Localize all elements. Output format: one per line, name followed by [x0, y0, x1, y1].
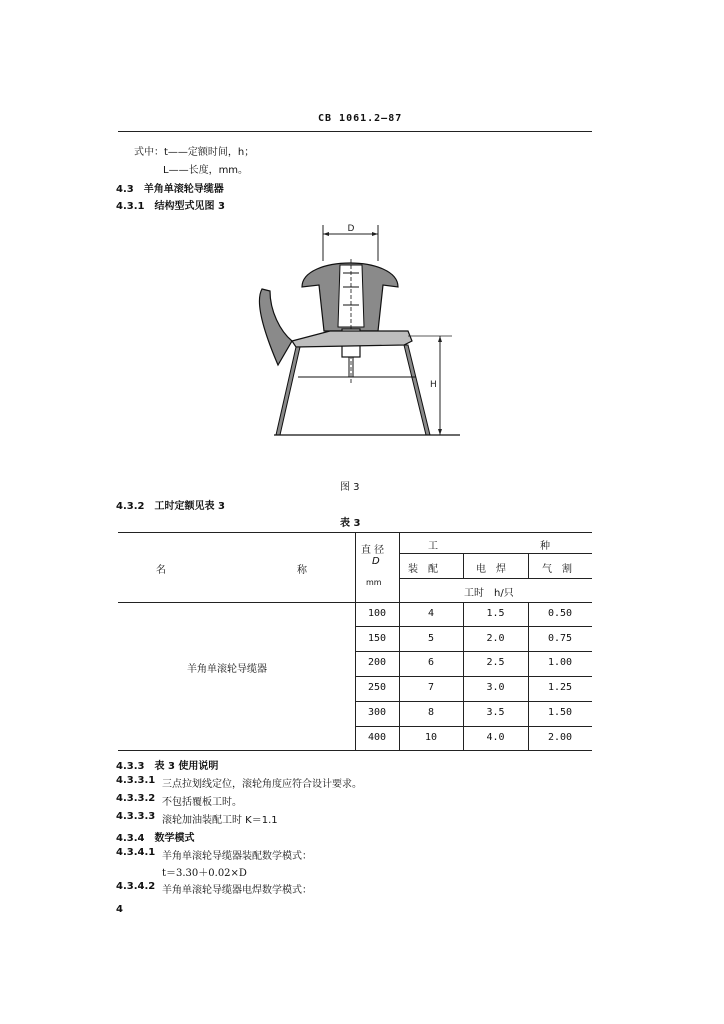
clause-4-3-3-2-number: 4.3.3.2: [116, 793, 156, 804]
cell-welding: 3.0: [486, 682, 505, 693]
clause-4-3-4-1-number: 4.3.4.1: [116, 847, 156, 858]
section-4-3: 4.3 羊角单滚轮导缆器: [116, 184, 224, 195]
table-title: 表 3: [340, 518, 361, 529]
cell-welding: 1.5: [486, 608, 505, 619]
section-4-3-1: 4.3.1 结构型式见图 3: [116, 201, 225, 212]
cell-diameter: 150: [367, 633, 387, 644]
cell-gas-cutting: 1.50: [547, 707, 573, 718]
table-col-rule: [463, 602, 464, 750]
header-diameter-symbol: D: [372, 556, 380, 567]
header-name-right: 称: [297, 565, 307, 576]
figure-3-fairlead-drawing: [240, 215, 480, 475]
cell-welding: 2.5: [486, 657, 505, 668]
cell-assembly: 4: [427, 608, 435, 619]
clause-4-3-3-2-text: 不包括覆板工时。: [162, 797, 242, 808]
formula-note-line2: L——长度，mm。: [163, 165, 249, 176]
cell-gas-cutting: 1.25: [547, 682, 573, 693]
row-product-name: 羊角单滚轮导缆器: [187, 664, 267, 675]
clause-4-3-3-1-text: 三点拉划线定位，滚轮角度应符合设计要求。: [162, 779, 362, 790]
section-4-3-3: 4.3.3 表 3 使用说明: [116, 761, 219, 772]
cell-diameter: 250: [367, 682, 387, 693]
table-row-rule: [355, 626, 592, 627]
header-work-type-left: 工: [428, 541, 438, 552]
header-name-left: 名: [156, 565, 166, 576]
table-col-rule: [528, 553, 529, 578]
cell-assembly: 7: [427, 682, 435, 693]
table-row-rule: [355, 651, 592, 652]
cell-welding: 2.0: [486, 633, 505, 644]
cell-gas-cutting: 0.50: [547, 608, 573, 619]
table-row-rule: [355, 701, 592, 702]
cell-welding: 4.0: [486, 732, 505, 743]
clause-4-3-3-3-text: 滚轮加油装配工时 K＝1.1: [162, 815, 278, 826]
clause-4-3-4-1-text: 羊角单滚轮导缆器装配数学模式：: [162, 851, 312, 862]
cell-diameter: 300: [367, 707, 387, 718]
cell-diameter: 100: [367, 608, 387, 619]
table-row-rule: [355, 726, 592, 727]
cell-gas-cutting: 1.00: [547, 657, 573, 668]
section-4-3-2: 4.3.2 工时定额见表 3: [116, 501, 225, 512]
table-bottom-rule: [118, 750, 592, 751]
assembly-formula: t＝3.30＋0.02×D: [162, 868, 247, 879]
table-rule-sub: [399, 578, 592, 579]
clause-4-3-4-2-text: 羊角单滚轮导缆器电焊数学模式：: [162, 885, 312, 896]
section-4-3-4: 4.3.4 数学模式: [116, 833, 195, 844]
page-number: 4: [116, 904, 123, 915]
table-col-rule: [528, 602, 529, 750]
cell-gas-cutting: 0.75: [547, 633, 573, 644]
cell-assembly: 10: [424, 732, 438, 743]
cell-assembly: 8: [427, 707, 435, 718]
standard-number: CB 1061.2—87: [318, 113, 403, 124]
cell-gas-cutting: 2.00: [547, 732, 573, 743]
table-rule-work: [399, 553, 592, 554]
table-col-rule: [463, 553, 464, 578]
figure-caption: 图 3: [340, 482, 360, 493]
clause-4-3-3-3-number: 4.3.3.3: [116, 811, 156, 822]
header-gas-cutting: 气 割: [542, 564, 572, 575]
header-diameter-label: 直 径: [361, 545, 385, 556]
header-welding: 电 焊: [476, 564, 506, 575]
cell-assembly: 6: [427, 657, 435, 668]
clause-4-3-3-1-number: 4.3.3.1: [116, 775, 156, 786]
cell-diameter: 400: [367, 732, 387, 743]
formula-note-line1: 式中：t——定额时间，h；: [134, 147, 255, 158]
dimension-h-label: H: [430, 380, 437, 390]
clause-4-3-4-2-number: 4.3.4.2: [116, 881, 156, 892]
header-assembly: 装 配: [408, 564, 438, 575]
cell-assembly: 5: [427, 633, 435, 644]
header-diameter-unit: mm: [366, 578, 382, 587]
header-work-type-right: 种: [540, 541, 550, 552]
header-rule: [118, 131, 592, 132]
header-unit: 工时 h/只: [464, 588, 514, 599]
dimension-d-label: D: [347, 224, 355, 234]
table-row-rule: [355, 676, 592, 677]
cell-welding: 3.5: [486, 707, 505, 718]
cell-diameter: 200: [367, 657, 387, 668]
